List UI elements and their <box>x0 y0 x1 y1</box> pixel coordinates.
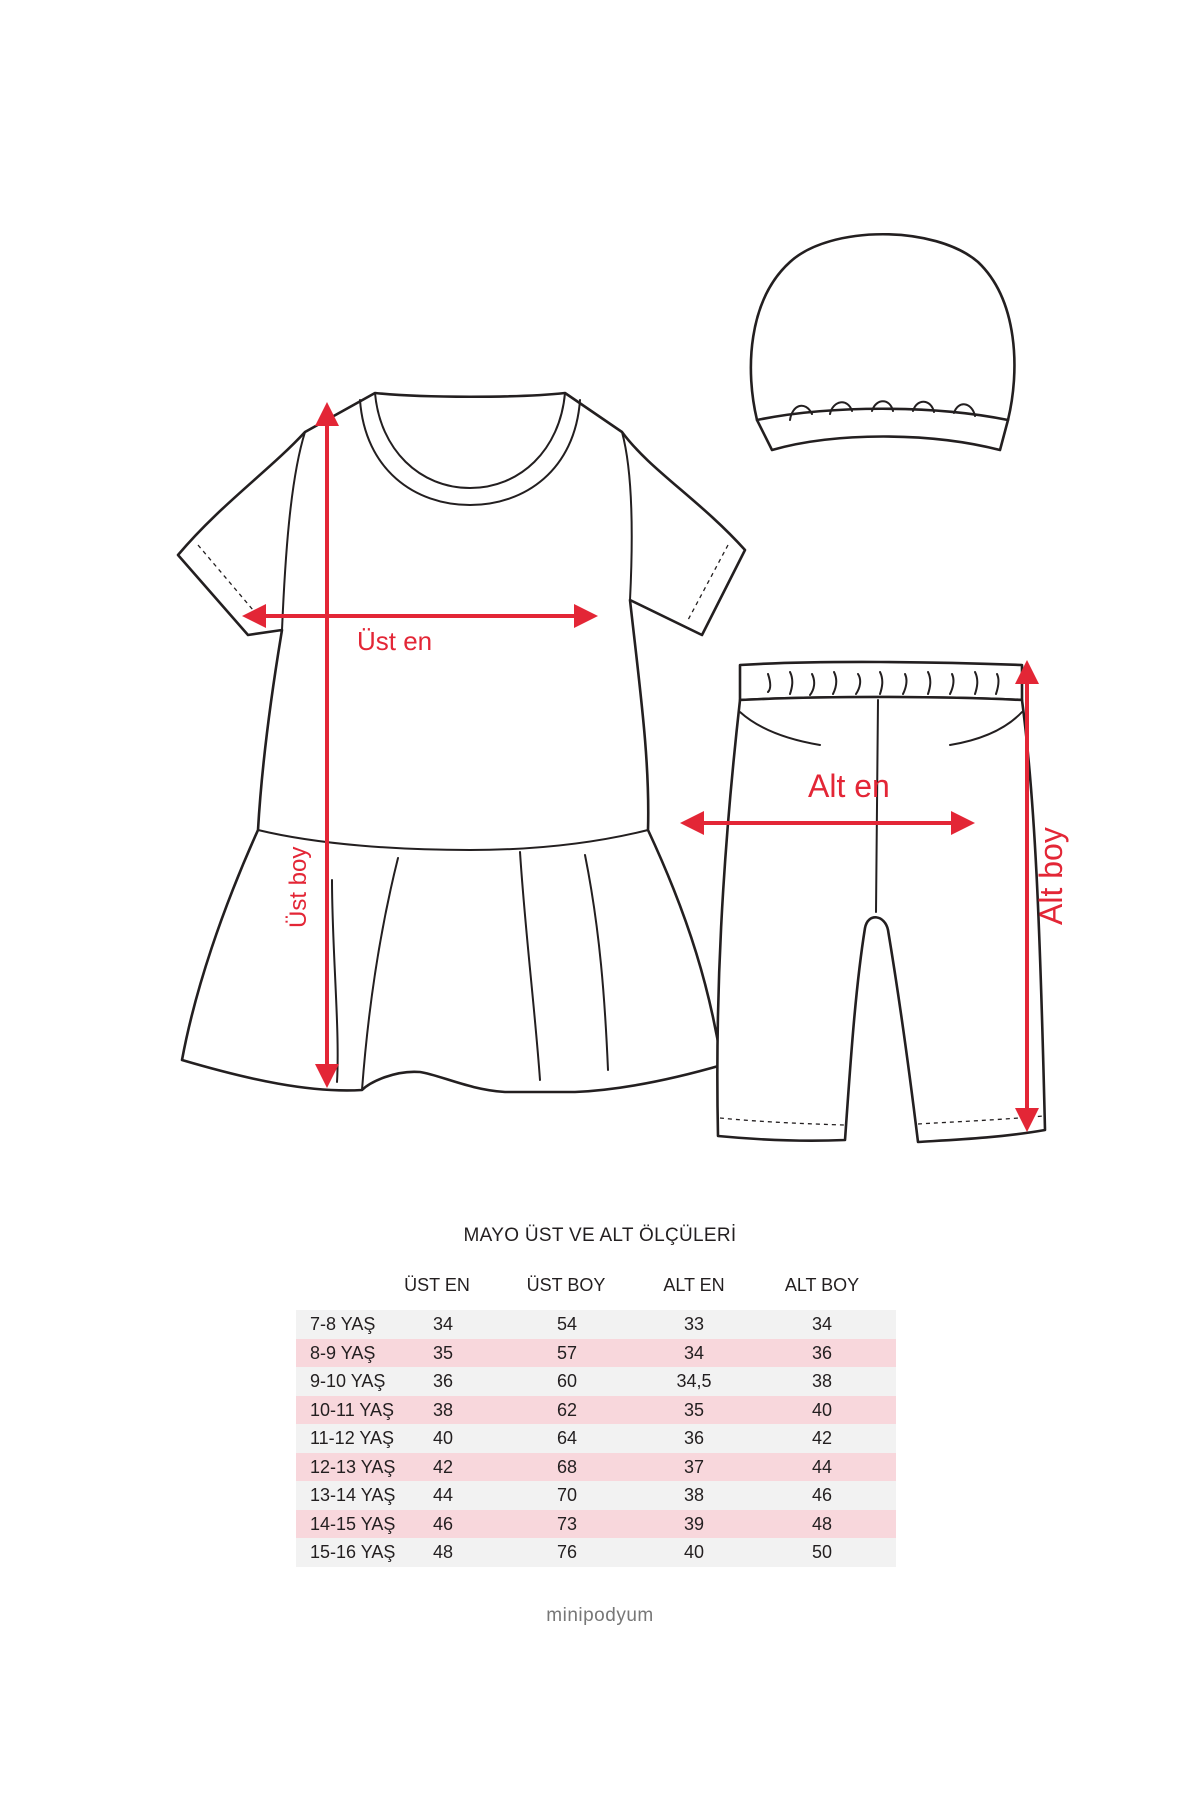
measurement-cell: 57 <box>556 1342 578 1363</box>
measurement-cell: 34 <box>811 1314 833 1334</box>
measurement-cell: 48 <box>811 1513 833 1534</box>
column-header-ust-en: ÜST EN <box>404 1275 470 1295</box>
measurement-cell: 46 <box>432 1513 454 1534</box>
measurement-cell: 40 <box>432 1428 454 1448</box>
measurement-cell: 38 <box>432 1399 454 1420</box>
age-cell: 11-12 YAŞ <box>310 1428 395 1448</box>
table-row <box>296 1367 896 1396</box>
measurement-cell: 68 <box>556 1456 578 1477</box>
ust-en-label: Üst en <box>357 626 433 656</box>
age-cell: 9-10 YAŞ <box>310 1371 386 1391</box>
measurement-cell: 34 <box>683 1342 705 1363</box>
age-cell: 8-9 YAŞ <box>310 1342 376 1363</box>
measurement-cell: 44 <box>811 1456 833 1477</box>
measurement-cell: 40 <box>811 1399 833 1420</box>
column-header-alt-boy: ALT BOY <box>784 1275 860 1295</box>
measurement-cell: 62 <box>556 1399 578 1420</box>
alt-en-label: Alt en <box>808 768 890 804</box>
measurement-cell: 36 <box>683 1428 705 1448</box>
table-row <box>296 1339 896 1368</box>
swim-top-drawing <box>178 393 745 1092</box>
table-row <box>296 1510 896 1539</box>
measurement-cell: 38 <box>683 1485 705 1505</box>
measurement-cell: 42 <box>811 1428 833 1448</box>
ust-boy-label: Üst boy <box>285 846 312 928</box>
measurement-cell: 39 <box>683 1513 705 1534</box>
swim-cap-drawing <box>751 234 1015 450</box>
measurement-cell: 60 <box>556 1371 578 1391</box>
measurement-cell: 76 <box>556 1542 578 1562</box>
brand-logo: minipodyum <box>546 1605 654 1626</box>
alt-boy-label: Alt boy <box>1033 827 1069 925</box>
measurement-cell: 33 <box>683 1314 705 1334</box>
column-header-ust-boy: ÜST BOY <box>526 1275 606 1295</box>
age-cell: 10-11 YAŞ <box>310 1399 395 1420</box>
table-row <box>296 1310 896 1339</box>
size-chart-title: MAYO ÜST VE ALT ÖLÇÜLERİ <box>463 1225 737 1246</box>
table-row <box>296 1396 896 1425</box>
swim-shorts-drawing <box>717 662 1045 1142</box>
age-cell: 13-14 YAŞ <box>310 1485 396 1505</box>
measurement-cell: 34 <box>432 1314 454 1334</box>
age-cell: 15-16 YAŞ <box>310 1542 396 1562</box>
age-cell: 7-8 YAŞ <box>310 1314 376 1334</box>
measurement-cell: 50 <box>811 1542 833 1562</box>
table-row <box>296 1481 896 1510</box>
measurement-cell: 37 <box>683 1456 705 1477</box>
column-header-alt-en: ALT EN <box>663 1275 725 1295</box>
measurement-cell: 38 <box>811 1371 833 1391</box>
table-row <box>296 1453 896 1482</box>
measurement-cell: 35 <box>683 1399 705 1420</box>
measurement-cell: 48 <box>432 1542 454 1562</box>
size-chart-rows <box>296 1310 896 1567</box>
table-row <box>296 1424 896 1453</box>
measurement-cell: 40 <box>683 1542 705 1562</box>
measurement-cell: 64 <box>556 1428 578 1448</box>
measurement-cell: 54 <box>556 1314 578 1334</box>
table-row <box>296 1538 896 1567</box>
measurement-cell: 73 <box>556 1513 578 1534</box>
measurement-cell: 44 <box>432 1485 454 1505</box>
age-cell: 14-15 YAŞ <box>310 1513 396 1534</box>
measurement-cell: 34,5 <box>676 1371 712 1391</box>
measurement-cell: 42 <box>432 1456 454 1477</box>
measurement-cell: 36 <box>811 1342 833 1363</box>
measurement-cell: 46 <box>811 1485 833 1505</box>
measurement-cell: 36 <box>432 1371 454 1391</box>
age-cell: 12-13 YAŞ <box>310 1456 396 1477</box>
measurement-cell: 35 <box>432 1342 454 1363</box>
measurement-cell: 70 <box>556 1485 578 1505</box>
